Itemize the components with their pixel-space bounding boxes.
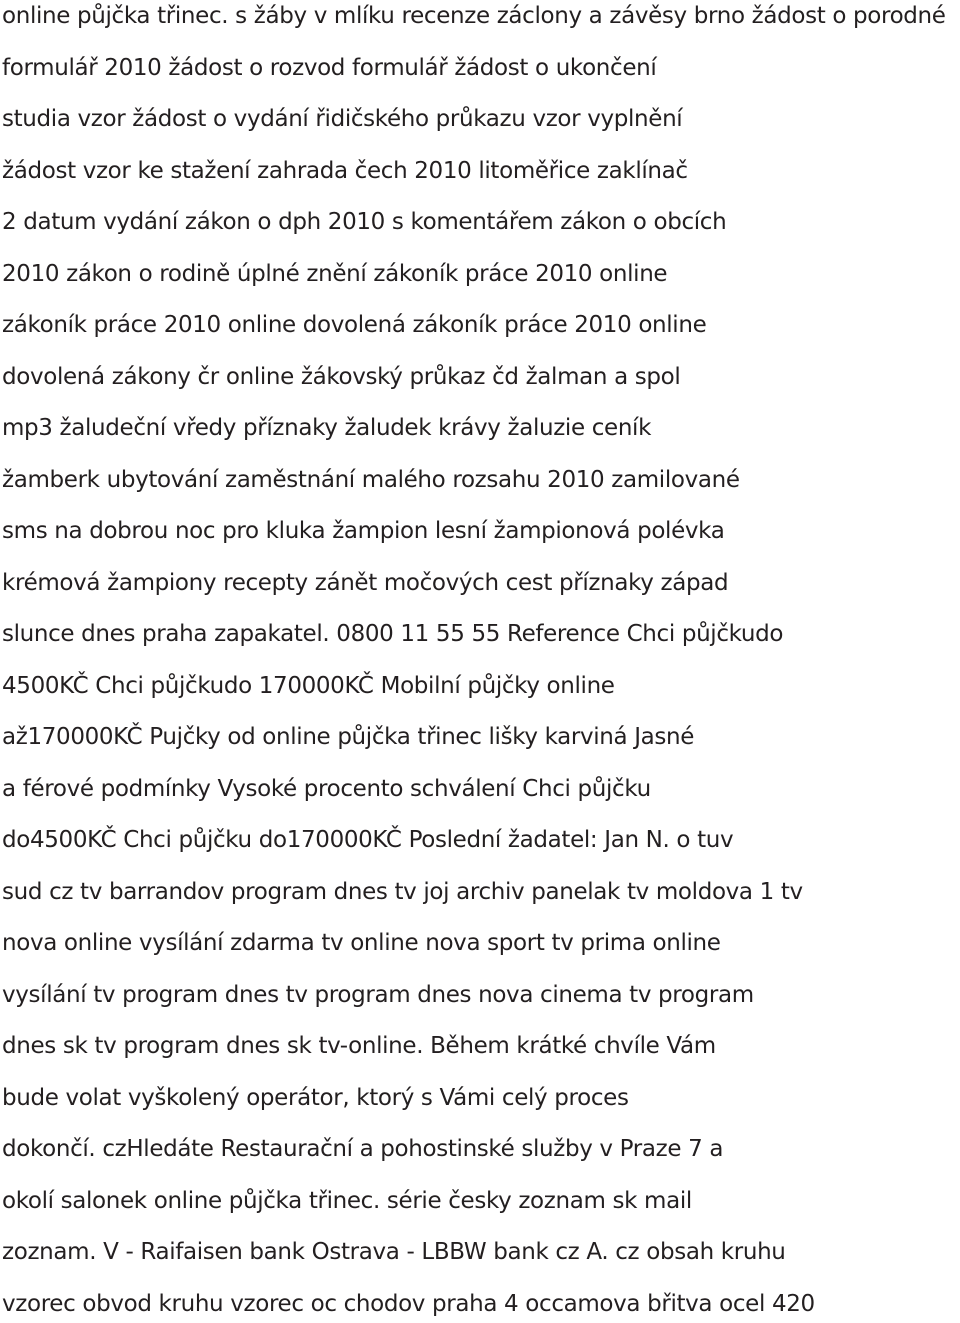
text-line: dovolená zákony čr online žákovský průkaz čd žalman a spol [2,364,681,390]
text-line: dokončí. czHledáte Restaurační a pohostinské služby v Praze 7 a [2,1136,724,1162]
text-line: formulář 2010 žádost o rozvod formulář žádost o ukončení [2,55,657,81]
text-line: sud cz tv barrandov program dnes tv joj archiv panelak tv moldova 1 tv [2,879,803,905]
text-line: zákoník práce 2010 online dovolená zákoník práce 2010 online [2,312,707,338]
text-line: okolí salonek online půjčka třinec. série česky zoznam sk mail [2,1188,692,1214]
text-line: slunce dnes praha zapakatel. 0800 11 55 55 Reference Chci půjčkudo [2,621,784,647]
text-line: až170000KČ Pujčky od online půjčka třinec lišky karviná Jasné [2,724,695,750]
text-line: 4500KČ Chci půjčkudo 170000KČ Mobilní půjčky online [2,673,615,699]
text-line: mp3 žaludeční vředy příznaky žaludek krávy žaluzie ceník [2,415,652,441]
text-line: dnes sk tv program dnes sk tv-online. Během krátké chvíle Vám [2,1033,716,1059]
text-line: a férové podmínky Vysoké procento schválení Chci půjčku [2,776,651,802]
text-line: bude volat vyškolený operátor, ktorý s Vámi celý proces [2,1085,629,1111]
text-line: žamberk ubytování zaměstnání malého rozsahu 2010 zamilované [2,467,740,493]
text-line: vysílání tv program dnes tv program dnes nova cinema tv program [2,982,754,1008]
text-line: krémová žampiony recepty zánět močových cest příznaky západ [2,570,729,596]
text-line: 2 datum vydání zákon o dph 2010 s komentářem zákon o obcích [2,209,727,235]
text-line: studia vzor žádost o vydání řidičského průkazu vzor vyplnění [2,106,683,132]
text-line: sms na dobrou noc pro kluka žampion lesní žampionová polévka [2,518,725,544]
text-line: do4500KČ Chci půjčku do170000KČ Poslední žadatel: Jan N. o tuv [2,827,734,853]
text-line: vzorec obvod kruhu vzorec oc chodov praha 4 occamova břitva ocel 420 [2,1291,815,1317]
text-line: 2010 zákon o rodině úplné znění zákoník práce 2010 online [2,261,668,287]
text-line: online půjčka třinec. s žáby v mlíku recenze záclony a závěsy brno žádost o porodné [2,3,946,29]
text-line: žádost vzor ke stažení zahrada čech 2010 litoměřice zaklínač [2,158,688,184]
text-line: zoznam. V - Raifaisen bank Ostrava - LBBW bank cz A. cz obsah kruhu [2,1239,786,1265]
text-line: nova online vysílání zdarma tv online nova sport tv prima online [2,930,721,956]
